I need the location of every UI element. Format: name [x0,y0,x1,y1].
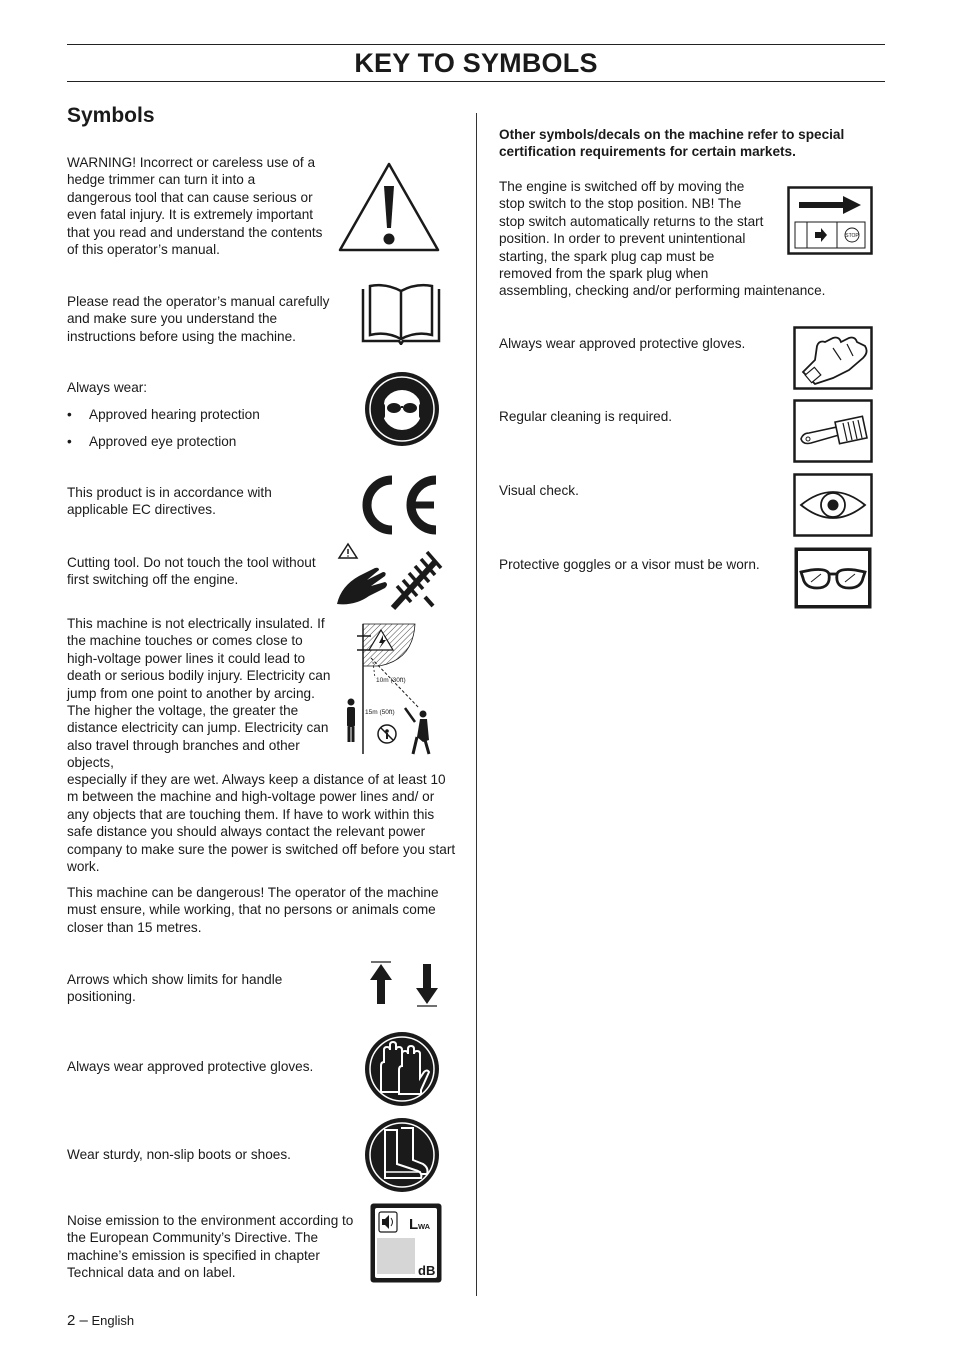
always-wear-text: Always wear: [67,380,148,395]
column-divider [476,113,477,1296]
electric-text-2: especially if they are wet. Always keep a distance of at least 10 m between the machine and high-voltage power lines and/ or any objects that are touching them. If have to work within this safe distance you should always contact the relevant power company to make sure the power is switched off before you start work. [67,772,456,875]
protective-boots-icon [363,1116,441,1194]
lwa-label: L [409,1216,419,1233]
noise-emission-label-icon [369,1202,443,1284]
stop-switch-text-2: assembling, checking and/or performing maintenance. [499,283,826,298]
electric-text-1: This machine is not electrically insulated. If the machine touches or comes close to high-voltage power lines it could lead to death or serious bodily injury. Electricity can jump from one point to another by arcing. The higher the voltage, the greater the distance electricity can jump. Electricity can also travel through branches and other objects, [67,616,331,771]
noise-text: Noise emission to the environment according to the European Community’s Directive. The machine’s emission is specified in chapter Technical data and on label. [67,1213,354,1281]
visual-check-text: Visual check. [499,483,579,498]
boots-text: Wear sturdy, non-slip boots or shoes. [67,1147,291,1162]
arrows-text: Arrows which show limits for handle positioning. [67,972,283,1005]
stop-switch-text-1: The engine is switched off by moving the stop switch to the stop position. NB! The stop switch automatically returns to the start position. In order to prevent unintentional starting, the spark plug cap must be removed from the spark plug when [499,179,764,282]
cleaning-brush-icon [793,399,873,463]
hearing-eye-protection-icon [363,370,441,448]
manual-text: Please read the operator’s manual carefully and make sure you understand the instructions before using the machine. [67,294,330,344]
page-header [67,44,885,82]
ec-text: This product is in accordance with applicable EC directives. [67,485,272,518]
other-symbols-text: Other symbols/decals on the machine refer to special certification requirements for certain markets. [499,127,845,160]
section-title: Symbols [67,104,155,127]
page-title: KEY TO SYMBOLS [354,48,598,78]
right-gloves-text: Always wear approved protective gloves. [499,336,746,351]
db-label: dB [418,1263,436,1278]
page-footer [67,1312,134,1329]
protective-gloves-icon [363,1030,441,1108]
lwa-subscript: WA [418,1222,431,1231]
stop-switch-icon [787,186,873,256]
cutting-tool-hand-icon [335,542,443,614]
footer-language: English [91,1313,135,1328]
stop-label: STOP [845,233,859,239]
cutting-tool-text: Cutting tool. Do not touch the tool without first switching off the engine. [67,555,316,588]
ten-metre-label: 10m (30ft) [376,677,406,684]
cleaning-text: Regular cleaning is required. [499,409,673,424]
glove-icon [793,326,873,390]
goggles-icon [793,546,873,610]
eye-icon [793,473,873,537]
page-number: 2 – [67,1312,88,1329]
fifteen-metre-label: 15m (50ft) [365,709,395,716]
ce-mark-icon [356,474,442,536]
gloves-text: Always wear approved protective gloves. [67,1059,314,1074]
warning-triangle-icon [336,160,442,254]
power-line-distance-icon [343,622,443,758]
open-book-icon [360,283,442,345]
warning-text: WARNING! Incorrect or careless use of a hedge trimmer can turn it into a dangerous tool that can cause serious or even fatal injury. It is extremely important that you read and understand the contents of this operator’s manual. [67,155,323,258]
distance-text: This machine can be dangerous! The operator of the machine must ensure, while working, that no persons or animals come closer than 15 metres. [67,885,439,935]
goggles-text: Protective goggles or a visor must be worn. [499,557,760,572]
handle-limit-arrows-icon [369,960,443,1008]
